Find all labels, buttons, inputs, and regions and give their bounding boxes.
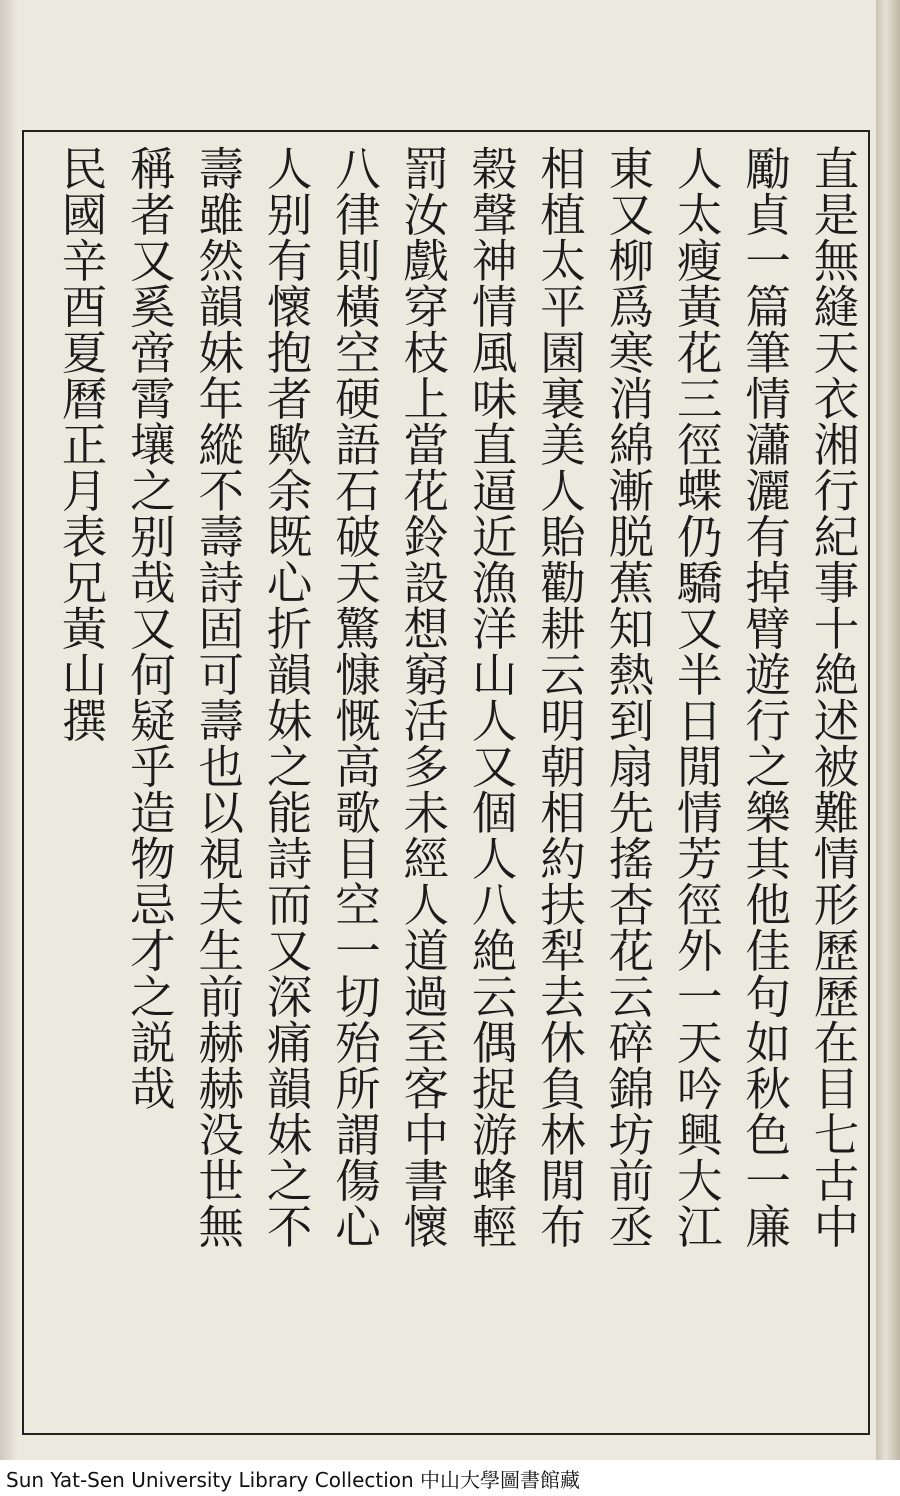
page-edge xyxy=(876,0,900,1460)
collection-caption: Sun Yat-Sen University Library Collection 中山大學圖書館藏 xyxy=(6,1468,581,1492)
page-gutter-shadow xyxy=(0,0,18,1460)
text-column-6: 榖聲神情風味直逼近漁洋山人又個人八絶云偶捉游蜂輕 xyxy=(465,145,519,1249)
text-column-4: 東又柳爲寒消綿漸脱蕉知熱到扇先搖杏花云碎錦坊前丞 xyxy=(601,145,655,1249)
text-column-9: 人别有懷抱者歟余既心折韻妹之能詩而又深痛韻妹之不 xyxy=(260,145,314,1249)
text-column-12: 民國辛酉夏曆正月表兄黃山撰 xyxy=(55,145,108,743)
text-column-10: 壽雖然韻妹年縱不壽詩固可壽也以視夫生前赫赫没世無 xyxy=(191,145,245,1249)
text-column-1: 直是無縫天衣湘行紀事十絶述被難情形歷歷在目七古中 xyxy=(806,145,860,1249)
text-column-2: 勵貞一篇筆情瀟灑有掉臂遊行之樂其他佳句如秋色一廉 xyxy=(738,145,792,1249)
vertical-text-block xyxy=(52,145,862,1425)
collection-caption-bar xyxy=(0,1460,900,1496)
text-column-5: 相植太平園裏美人貽勸耕云明朝相約扶犁去休負林閒布 xyxy=(533,145,587,1249)
text-column-11: 稱者又奚啻霄壤之别哉又何疑乎造物忌才之説哉 xyxy=(123,145,177,1111)
text-column-3: 人太瘦黃花三徑蝶仍驕又半日閒情芳徑外一天吟興大江 xyxy=(670,145,724,1249)
text-column-8: 八律則橫空硬語石破天驚慷慨高歌目空一切殆所謂傷心 xyxy=(328,145,382,1249)
text-column-7: 罰汝戲穿枝上當花鈴設想窮活多未經人道過至客中書懷 xyxy=(396,145,450,1249)
